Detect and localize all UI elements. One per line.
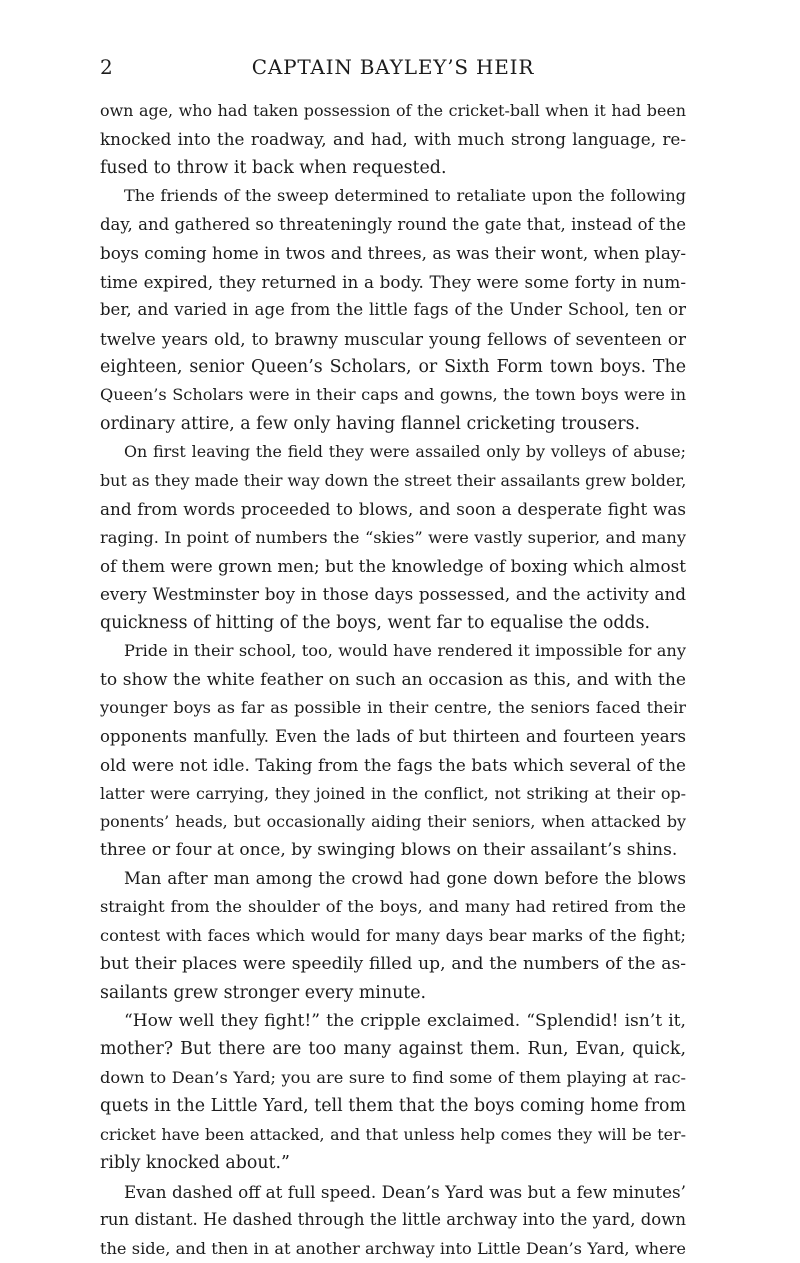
text-line: day, and gathered so threateningly round the gate that, instead of the <box>100 214 686 234</box>
text-line: The friends of the sweep determined to retaliate upon the following <box>124 186 686 206</box>
text-line: latter were carrying, they joined in the conflict, not striking at their op- <box>100 783 686 803</box>
text-line: of them were grown men; but the knowledge of boxing which almost <box>100 556 686 576</box>
text-line: contest with faces which would for many days bear marks of the fight; <box>100 925 686 945</box>
book-title: CAPTAIN BAYLEY’S HEIR <box>251 55 535 79</box>
text-line: time expired, they returned in a body. They were some forty in num- <box>100 271 686 292</box>
running-head <box>100 52 686 82</box>
text-line: eighteen, senior Queen’s Scholars, or Sixth Form town boys. The <box>100 356 686 377</box>
text-line: ponents’ heads, but occasionally aiding their seniors, when attacked by <box>100 811 686 831</box>
text-line: boys coming home in twos and threes, as was their wont, when play- <box>100 243 686 264</box>
text-line: ordinary attire, a few only having flannel cricketing trousers. <box>100 413 641 434</box>
text-line: raging. In point of numbers the “skies” were vastly superior, and many <box>100 527 686 547</box>
text-line: and from words proceeded to blows, and soon a desperate fight was <box>100 499 686 520</box>
text-line: Queen’s Scholars were in their caps and gowns, the town boys were in <box>100 385 686 405</box>
text-line: own age, who had taken possession of the cricket-ball when it had been <box>100 101 686 120</box>
body-text <box>100 97 686 1263</box>
text-line: quets in the Little Yard, tell them that the boys coming home from <box>100 1096 686 1117</box>
text-line: three or four at once, by swinging blows on their assailant’s shins. <box>100 840 678 861</box>
text-line: but as they made their way down the street their assailants grew bolder, <box>100 470 686 490</box>
text-line: the side, and then in at another archway into Little Dean’s Yard, where <box>100 1238 686 1258</box>
text-line: straight from the shoulder of the boys, and many had retired from the <box>100 897 686 917</box>
text-line: to show the white feather on such an occasion as this, and with the <box>100 669 686 690</box>
text-line: twelve years old, to brawny muscular young fellows of seventeen or <box>100 328 686 349</box>
text-line: opponents manfully. Even the lads of but thirteen and fourteen years <box>100 726 686 746</box>
text-line: Man after man among the crowd had gone down before the blows <box>124 868 686 888</box>
text-line: “How well they fight!” the cripple exclaimed. “Splendid! isn’t it, <box>124 1011 686 1031</box>
text-line: fused to throw it back when requested. <box>100 157 447 178</box>
text-line: Evan dashed off at full speed. Dean’s Yard was but a few minutes’ <box>124 1181 686 1202</box>
text-line: but their places were speedily filled up, and the numbers of the as- <box>100 954 686 975</box>
text-line: every Westminster boy in those days possessed, and the activity and <box>100 584 686 605</box>
text-line: younger boys as far as possible in their centre, the seniors faced their <box>100 698 686 718</box>
text-line: On first leaving the field they were assailed only by volleys of abuse; <box>124 442 686 462</box>
text-line: run distant. He dashed through the little archway into the yard, down <box>100 1210 686 1230</box>
text-line: old were not idle. Taking from the fags the bats which several of the <box>100 755 686 776</box>
text-line: sailants grew stronger every minute. <box>100 982 427 1003</box>
text-line: down to Dean’s Yard; you are sure to find some of them playing at rac- <box>100 1067 686 1087</box>
text-line: cricket have been attacked, and that unless help comes they will be ter- <box>100 1124 686 1144</box>
text-line: Pride in their school, too, would have rendered it impossible for any <box>124 641 686 661</box>
text-line: ribly knocked about.” <box>100 1153 290 1174</box>
text-line: knocked into the roadway, and had, with much strong language, re- <box>100 129 686 150</box>
text-line: mother? But there are too many against them. Run, Evan, quick, <box>100 1039 686 1060</box>
text-line: ber, and varied in age from the little fags of the Under School, ten or <box>100 300 686 320</box>
page-number: 2 <box>100 55 113 79</box>
text-line: quickness of hitting of the boys, went far to equalise the odds. <box>100 612 651 633</box>
